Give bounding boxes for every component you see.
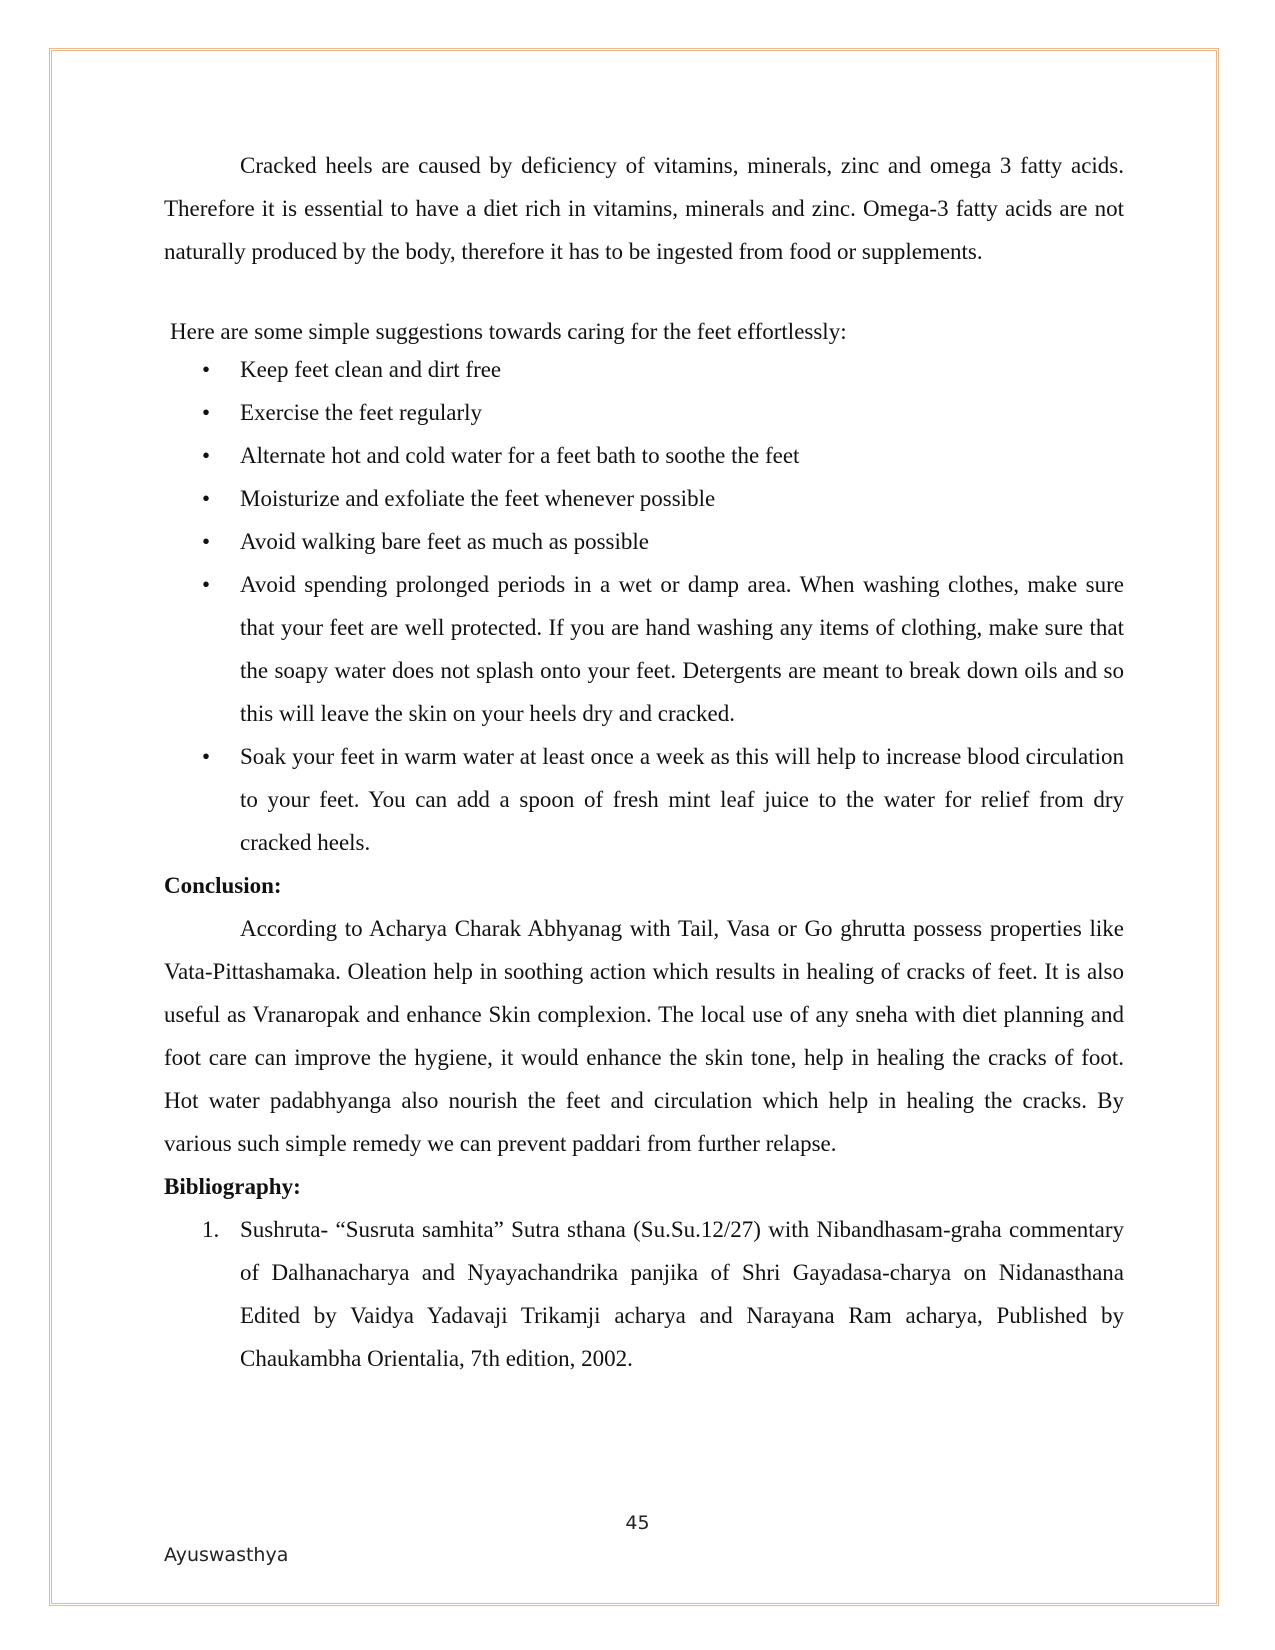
list-item: • Moisturize and exfoliate the feet whenever possible (164, 477, 1124, 520)
bullet-icon: • (202, 357, 211, 382)
bibliography-list (164, 1208, 1124, 1380)
page-number: 45 (625, 1512, 650, 1534)
list-item: • Exercise the feet regularly (164, 391, 1124, 434)
reference-text: Sushruta- “Susruta samhita” Sutra sthana (Su.Su.12/27) with Nibandhasam-graha commentary of Dalhanacharya and Nyayachandrika panjika of Shri Gayadasa-charya on Nidanasthana Edited by Vaidya Yadavaji Trikamji acharya and Narayana Ram acharya, Published by Chaukambha Orientalia, 7th edition, 2002. (240, 1217, 1124, 1371)
list-item: • Avoid spending prolonged periods in a wet or damp area. When washing clothes, make sure that your feet are well protected. If you are hand washing any items of clothing, make sure that the soapy water does not splash onto your feet. Detergents are meant to break down oils and so this will leave the skin on your heels dry and cracked. (164, 563, 1124, 735)
footer-journal-name: Ayuswasthya (164, 1544, 289, 1566)
intro-paragraph: Cracked heels are caused by deficiency of vitamins, minerals, zinc and omega 3 fatty acids. Therefore it is essential to have a diet rich in vitamins, minerals and zinc. Omega-3 fatty acids are not naturally produced by the body, therefore it has to be ingested from food or supplements. (164, 153, 1124, 264)
conclusion-paragraph: According to Acharya Charak Abhyanag with Tail, Vasa or Go ghrutta possess properties like Vata-Pittashamaka. Oleation help in soothing action which results in healing of cracks of feet. It is also useful as Vranaropak and enhance Skin complexion. The local use of any sneha with diet planning and foot care can improve the hygiene, it would enhance the skin tone, help in healing the cracks of foot. Hot water padabhyanga also nourish the feet and circulation which help in healing the cracks. By various such simple remedy we can prevent paddari from further relapse. (164, 916, 1124, 1156)
list-item: • Alternate hot and cold water for a feet bath to soothe the feet (164, 434, 1124, 477)
page-content (164, 144, 1124, 1380)
list-item (164, 1208, 1124, 1380)
conclusion-heading: Conclusion: (164, 873, 282, 898)
list-item: • Soak your feet in warm water at least once a week as this will help to increase blood circulation to your feet. You can add a spoon of fresh mint leaf juice to the water for relief from dry cracked heels. (164, 735, 1124, 864)
bullet-icon: • (202, 529, 211, 554)
list-item: • Keep feet clean and dirt free (164, 348, 1124, 391)
suggestions-list (164, 348, 1124, 864)
list-item: • Avoid walking bare feet as much as possible (164, 520, 1124, 563)
bullet-icon: • (202, 572, 211, 597)
bullet-icon: • (202, 744, 211, 769)
bullet-icon: • (202, 443, 211, 468)
bullet-icon: • (202, 486, 211, 511)
suggestions-intro: Here are some simple suggestions towards caring for the feet effortlessly: (170, 319, 847, 344)
reference-number: 1. (202, 1217, 220, 1242)
bibliography-heading: Bibliography: (164, 1174, 301, 1199)
bullet-icon: • (202, 400, 211, 425)
